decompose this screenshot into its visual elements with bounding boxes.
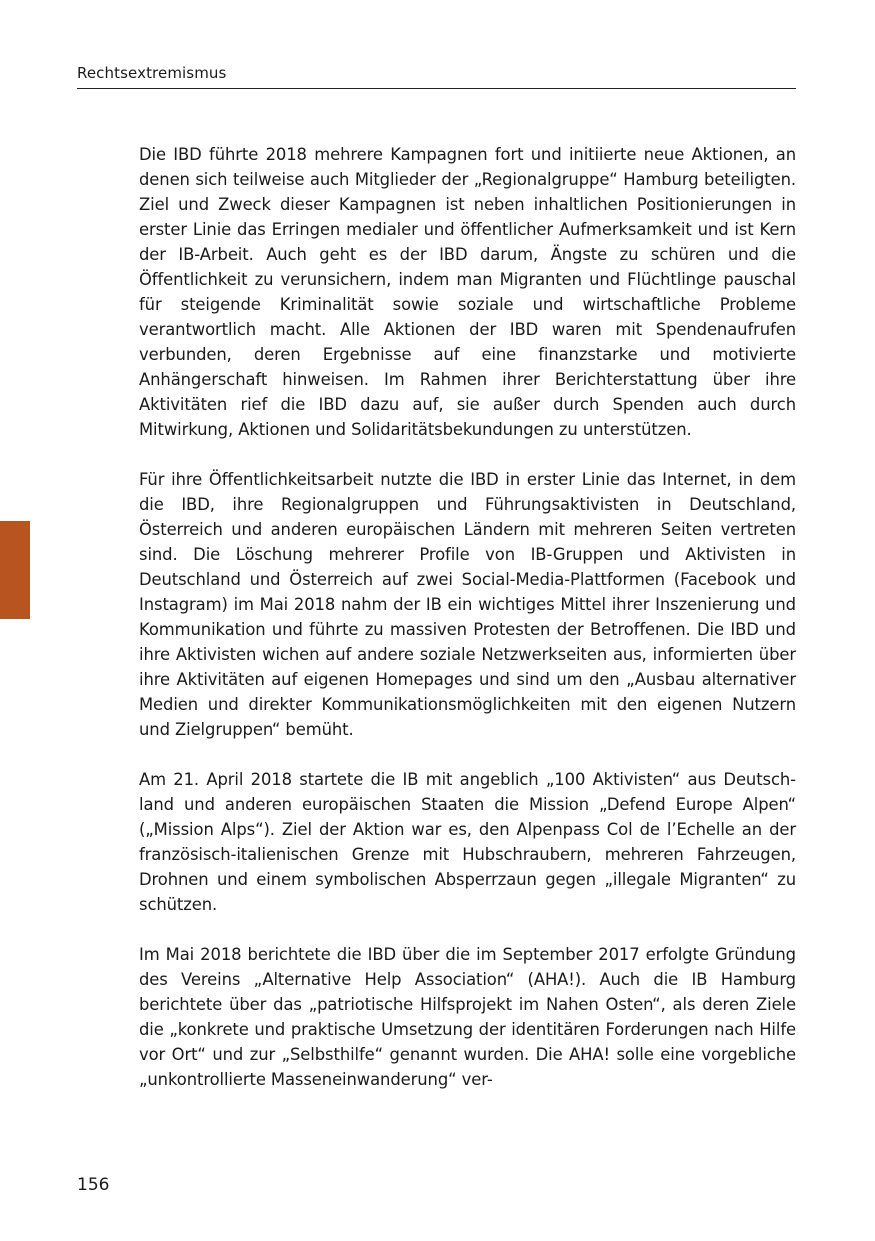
paragraph: Am 21. April 2018 startete die IB mit angeblich „100 Aktivisten“ aus Deutsch-land und anderen europäischen Staaten die Mission „Defend Europe Alpen“ („Mission Alps“). Ziel der Aktion war es, den Alpenpass Col de l’Echelle an der französisch-italienischen Grenze mit Hubschraubern, mehreren Fahrzeugen, Drohnen und einem symbolischen Absperrzaun gegen „illegale Migranten“ zu schützen. bbox=[139, 770, 796, 914]
page-number: 156 bbox=[77, 1175, 110, 1195]
running-header-title: Rechtsextremismus bbox=[77, 64, 227, 82]
running-header bbox=[77, 63, 796, 89]
paragraph: Die IBD führte 2018 mehrere Kampagnen fort und initiierte neue Aktionen, an denen sich teilweise auch Mitglieder der „Regionalgruppe“ Hamburg beteiligten. Ziel und Zweck dieser Kampagnen ist neben inhaltlichen Positionierungen in erster Linie das Erringen medialer und öffentlicher Aufmerksamkeit und ist Kern der IB-Arbeit. Auch geht es der IBD darum, Ängste zu schüren und die Öffentlichkeit zu verunsichern, indem man Migranten und Flüchtlinge pauschal für steigende Kriminalität sowie soziale und wirtschaftliche Probleme verantwortlich macht. Alle Aktionen der IBD waren mit Spendenaufrufen verbunden, deren Ergebnisse auf eine finanzstarke und motivierte Anhängerschaft hinweisen. Im Rahmen ihrer Berichterstattung über ihre Aktivitäten rief die IBD dazu auf, sie außer durch Spenden auch durch Mitwirkung, Aktionen und Solidaritätsbekundungen zu unterstützen. bbox=[139, 145, 796, 439]
body-text bbox=[139, 142, 796, 1092]
paragraph: Für ihre Öffentlichkeitsarbeit nutzte die IBD in erster Linie das Internet, in dem die IBD, ihre Regionalgruppen und Führungsaktivisten in Deutschland, Österreich und anderen europäischen Ländern mit mehreren Seiten vertreten sind. Die Löschung mehrerer Profile von IB-Gruppen und Aktivisten in Deutschland und Österreich auf zwei Social-Media-Plattformen (Facebook und Instagram) im Mai 2018 nahm der IB ein wichtiges Mittel ihrer Inszenierung und Kommunikation und führte zu massiven Protesten der Betroffenen. Die IBD und ihre Aktivisten wichen auf andere soziale Netzwerkseiten aus, informierten über ihre Aktivitäten auf eigenen Homepages und sind um den „Ausbau alternativer Medien und direkter Kommunikationsmöglichkeiten mit den eigenen Nutzern und Zielgruppen“ bemüht. bbox=[139, 470, 796, 739]
chapter-side-tab bbox=[0, 521, 30, 619]
paragraph: Im Mai 2018 berichtete die IBD über die im September 2017 erfolgte Gründung des Vereins „Alternative Help Association“ (AHA!). Auch die IB Hamburg berichtete über das „patriotische Hilfsprojekt im Nahen Osten“, als deren Ziele die „konkrete und praktische Umsetzung der identitären Forderungen nach Hilfe vor Ort“ und zur „Selbsthilfe“ genannt wurden. Die AHA! solle eine vorgebliche „unkontrollierte Masseneinwanderung“ ver- bbox=[139, 945, 796, 1089]
